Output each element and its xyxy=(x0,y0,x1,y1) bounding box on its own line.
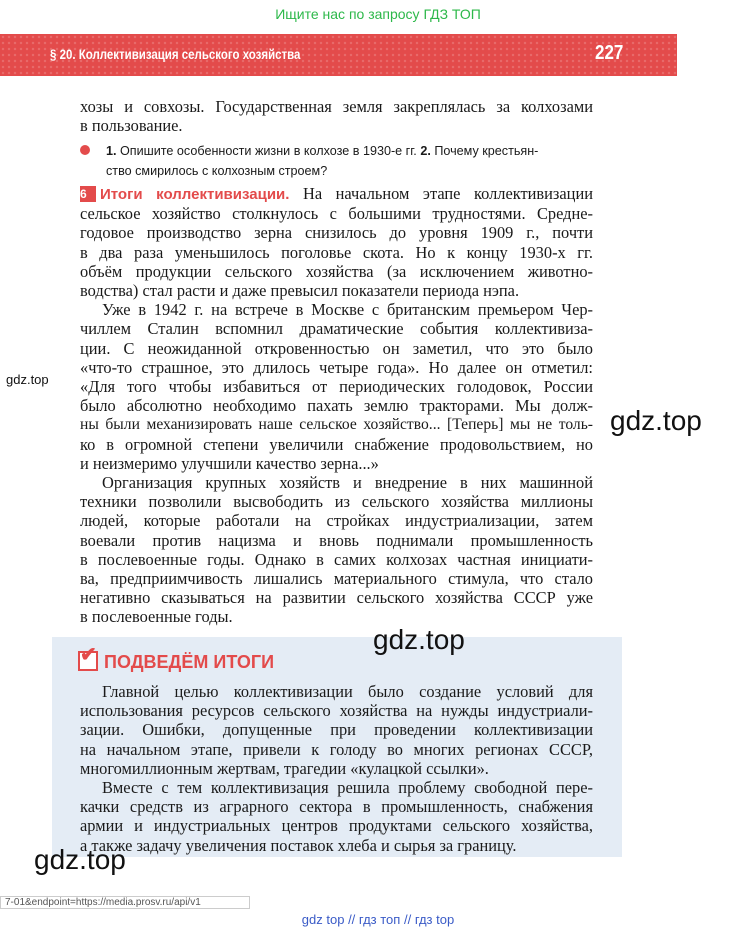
text-line: людей, которые работали на стройках индустриализации, затем xyxy=(80,511,593,531)
text-line: водства) стал расти и даже превысил показатели периода нэпа. xyxy=(80,281,520,301)
summary-heading-text: ПОДВЕДЁМ ИТОГИ xyxy=(104,652,275,672)
question-line: ство смирилось с колхозным строем? xyxy=(106,164,328,178)
footer-separator: // xyxy=(348,912,356,927)
question-text: Почему крестьян- xyxy=(430,144,539,158)
source-url: 7-01&endpoint=https://media.prosv.ru/api/v1 xyxy=(0,896,250,909)
summary-heading xyxy=(78,644,275,675)
watermark: gdz.top xyxy=(373,624,465,655)
section-title: Итоги коллективизации. xyxy=(100,186,290,203)
text-line: было абсолютно необходимо пахать землю тракторами. Мы долж- xyxy=(80,396,593,416)
text-line: Организация крупных хозяйств и внедрение в них машинной xyxy=(102,473,593,493)
checkmark-icon: ✔ xyxy=(78,651,98,671)
text-line: Уже в 1942 г. на встрече в Москве с британским премьером Чер- xyxy=(102,300,593,320)
text-line: Вместе с тем коллективизация решила проблему свободной пере- xyxy=(102,778,593,798)
text-line: использования ресурсов сельского хозяйства на нужды индустриали- xyxy=(80,701,593,721)
footer-link[interactable]: gdz top xyxy=(301,912,345,927)
question-line xyxy=(106,141,593,161)
top-banner: Ищите нас по запросу ГДЗ ТОП xyxy=(275,6,481,22)
text-line: ны были механизировать наше сельское хозяйство... [Теперь] мы не толь- xyxy=(80,416,593,434)
text-line: армии и индустриальных центров продуктами сельского хозяйства, xyxy=(80,816,593,836)
text-line: ции. С неожиданной откровенностью он заметил, что это было xyxy=(80,338,593,358)
watermark: gdz.top xyxy=(610,405,702,436)
text-line: зации. Ошибки, допущенные при проведении коллективизации xyxy=(80,720,593,740)
text-line: сельское хозяйство столкнулось с большими трудностями. Средне- xyxy=(80,204,593,224)
page-header xyxy=(0,34,677,76)
section-number-badge: 6 xyxy=(80,186,96,202)
text-line: негативно сказываться на развитии сельского хозяйства СССР уже xyxy=(80,588,593,608)
text-line: в пользование. xyxy=(80,116,183,136)
text-line: качки средств из аграрного сектора в промышленность, снабжения xyxy=(80,797,593,817)
text-line: годовое производство зерна снизилось до уровня 1909 г., почти xyxy=(80,223,593,243)
text-line: чиллем Сталин вспомнил драматические события коллективиза- xyxy=(80,319,593,339)
footer-link[interactable]: гдз top xyxy=(414,912,455,927)
summary-text xyxy=(80,682,593,855)
bullet-icon xyxy=(80,145,90,155)
question-text: Опишите особенности жизни в колхозе в 1930-е гг. xyxy=(116,144,421,158)
question-number: 2. xyxy=(420,144,431,158)
section-first-line xyxy=(80,184,593,204)
text-line: многомиллионным жертвам, трагедии «кулацкой ссылки». xyxy=(80,758,489,778)
text-line: «что-то страшное, это длилось четыре года». Но далее он отметил: xyxy=(80,357,593,377)
footer-links xyxy=(0,912,756,927)
watermark: gdz.top xyxy=(6,372,49,387)
footer-link[interactable]: гдз топ xyxy=(358,912,401,927)
page-number: 227 xyxy=(594,42,623,64)
footer-separator: // xyxy=(403,912,412,927)
text-line: техники позволили высвободить из сельского хозяйства миллионы xyxy=(80,492,593,512)
text-line: ва, предприимчивость лишались материального стимула, что стало xyxy=(80,569,593,589)
watermark: gdz.top xyxy=(34,844,126,875)
text-line: и неизмеримо улучшили качество зерна...» xyxy=(80,453,379,473)
text-line: «Для того чтобы избавиться от периодических голодовок, России xyxy=(80,377,593,397)
text-line: воевали против нацизма и вновь поднимали промышленность xyxy=(80,530,593,550)
text-line: а также задачу увеличения поставок хлеба и сырья за границу. xyxy=(80,835,517,855)
question-number: 1. xyxy=(106,144,117,158)
text-line: объём продукции сельского хозяйства (за исключением животно- xyxy=(80,261,593,281)
section-6 xyxy=(80,184,593,627)
intro-paragraph xyxy=(80,97,593,135)
text-line: в послевоенные годы. Однако в самих колхозах частная инициати- xyxy=(80,549,593,569)
text-line: ко в огромной степени увеличили снабжение продовольствием, но xyxy=(80,434,593,454)
text-line: в два раза уменьшилось поголовье скота. Но к концу 1930-х гг. xyxy=(80,242,593,262)
chapter-title: § 20. Коллективизация сельского хозяйства xyxy=(50,46,301,62)
text-line: в послевоенные годы. xyxy=(80,607,233,627)
text-line: Главной целью коллективизации было создание условий для xyxy=(102,682,593,701)
text-line: на начальном этапе, привели к голоду во многих регионах СССР, xyxy=(80,739,593,759)
text-line: хозы и совхозы. Государственная земля закреплялась за колхозами xyxy=(80,97,593,116)
text-fragment: На начальном этапе коллективизации xyxy=(289,184,593,203)
